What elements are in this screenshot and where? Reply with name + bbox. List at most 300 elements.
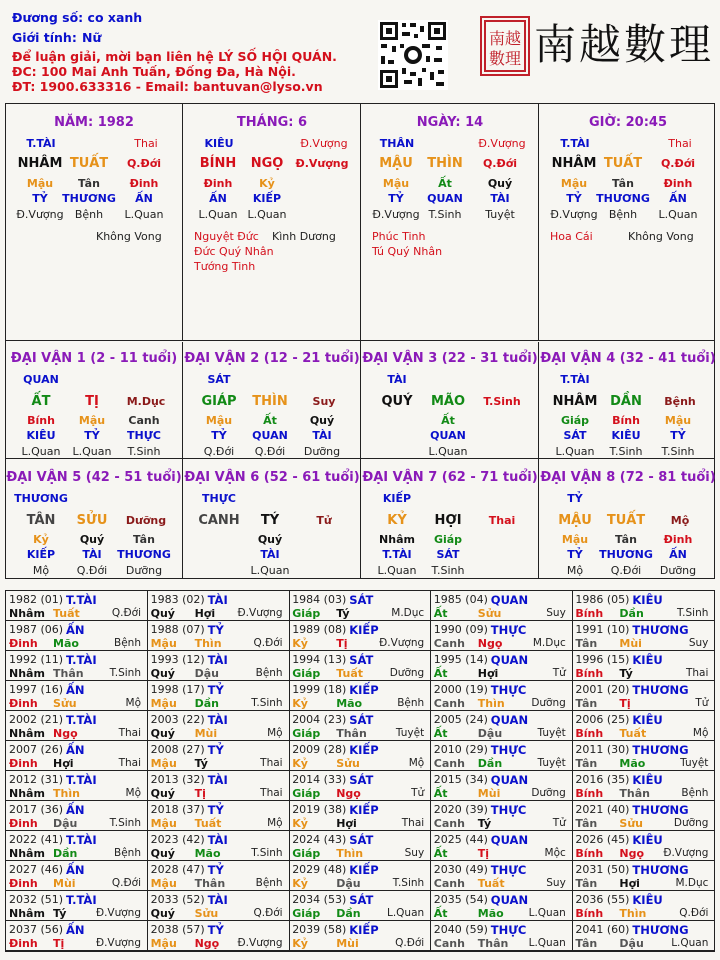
luck-hidden-state: Dưỡng [125,564,163,577]
year-cell [289,891,431,921]
year-label: 2032 (51) [9,893,64,906]
year-god: ẤN [66,803,85,817]
year-cell [148,831,290,861]
year-god: QUAN [490,593,529,607]
luck-hidden-state: L.Quan [250,564,290,577]
year-state: Dưỡng [673,817,709,829]
luck-branch: SỬU [76,513,108,528]
luck-branch: TÝ [260,513,280,528]
year-state: Bệnh [255,877,283,889]
year-stem: Bính [575,847,604,860]
qr-code-icon[interactable] [378,20,448,90]
year-branch: Thìn [194,637,222,650]
year-label: 2030 (49) [433,863,488,876]
year-stem: Nhâm [9,847,45,860]
year-cell [431,861,573,891]
year-branch: Tuất [619,727,647,740]
luck-hidden-stem: Mậu [664,414,692,427]
year-god: THỰC [490,623,527,637]
year-label: 2006 (25) [575,713,630,726]
year-state: Suy [688,637,709,649]
year-label: 2026 (45) [575,833,630,846]
year-state: Mộc [544,847,566,859]
year-state: Suy [546,877,566,889]
year-cell [431,741,573,771]
luck-hidden-stem: Mậu [205,414,233,427]
luck-hidden-state: T.Sinh [127,445,161,458]
year-stem: Quý [150,667,175,680]
year-stem: Kỷ [292,757,308,770]
year-state: Tuyệt [537,757,566,769]
year-branch: Tý [336,607,350,620]
year-cell [289,621,431,651]
year-branch: Mão [53,637,79,650]
year-stem: Tân [575,937,598,950]
year-state: M.Dục [391,607,425,619]
luck-hidden-state: T.Sinh [609,445,643,458]
year-god: TÀI [207,713,228,727]
year-state: Q.Đới [111,877,141,889]
year-state: Tuyệt [537,727,566,739]
hidden-stem: Mậu [26,177,54,190]
year-stem: Giáp [292,787,321,800]
year-stem: Kỷ [292,697,308,710]
year-cell [431,771,573,801]
year-stem: Bính [575,667,604,680]
pillar-branch-state: Q.Đới [126,157,162,170]
year-branch: Thân [477,937,509,950]
year-stem: Kỷ [292,817,308,830]
year-label: 1994 (13) [292,653,347,666]
shen-sha: Phúc Tinh [372,230,426,243]
hidden-god: ẤN [669,192,687,205]
year-branch: Hợi [194,607,216,620]
year-god: TỶ [207,743,224,757]
luck-hidden-stem: Kỷ [33,533,49,546]
year-god: THỰC [490,923,527,937]
luck-hidden-god: ẤN [669,548,687,561]
luck-hidden-state: L.Quan [72,445,112,458]
pillar-top-state: Thai [134,137,158,150]
year-label: 2009 (28) [292,743,347,756]
year-stem: Ất [433,907,448,920]
phone-email[interactable]: ĐT: 1900.633316 - Email: bantuvan@lyso.vn [12,79,323,94]
luck-hidden-state: L.Quan [555,445,595,458]
luck-hidden-god: SÁT [436,548,460,561]
luck-hidden-stem: Bính [27,414,55,427]
year-cell [289,861,431,891]
luck-god: TỶ [567,492,583,505]
year-stem: Giáp [292,727,321,740]
year-god: TÀI [207,653,228,667]
year-cell [148,861,290,891]
year-label: 2024 (43) [292,833,347,846]
year-state: Dưỡng [531,697,566,709]
year-stem: Canh [433,937,465,950]
year-branch: Tý [194,757,208,770]
hidden-god: KIẾP [252,192,282,205]
year-stem: Quý [150,907,175,920]
year-god: THƯƠNG [632,803,689,817]
brand-title: 南越數理 [534,20,715,69]
pillar-title: THÁNG: 6 [236,115,308,130]
hidden-stem: Tân [612,177,634,190]
luck-hidden-stem: Tân [133,533,155,546]
luck-branch: THÌN [252,394,288,409]
year-god: ẤN [66,923,85,937]
year-god: QUAN [490,653,529,667]
contact-note: Để luận giải, mời bạn liên hệ LÝ SỐ HỘI QUÁN. [12,49,337,64]
year-state: T.Sinh [392,877,425,889]
year-god: TÀI [207,593,228,607]
svg-text:數理: 數理 [488,49,522,68]
year-state: Suy [546,607,566,619]
pillar-top-state: Đ.Vượng [300,137,348,150]
hidden-stem: Đinh [663,177,693,190]
year-god: ẤN [66,743,85,757]
year-cell [289,921,431,951]
hidden-god: TỶ [32,192,48,205]
year-state: M.Dục [532,637,566,649]
pillar-branch-state: Q.Đới [482,157,518,170]
year-label: 2022 (41) [9,833,64,846]
year-god: KIẾP [349,683,379,697]
year-stem: Tân [575,637,598,650]
year-state: Tuyệt [680,757,709,769]
luck-hidden-stem: Tân [615,533,637,546]
year-state: Đ.Vượng [663,847,709,859]
year-god: KIẾP [349,623,379,637]
hidden-god: ẤN [135,192,153,205]
year-cell [148,711,290,741]
pillar-top-state: Thai [668,137,692,150]
year-branch: Tuất [336,667,363,680]
year-cell [572,681,714,711]
year-cell [6,621,148,651]
luck-god: KIẾP [382,492,412,505]
year-cell [148,771,290,801]
hidden-stem: Kỷ [259,177,275,190]
year-god: THƯƠNG [632,683,689,697]
year-label: 2037 (56) [9,923,64,936]
year-state: Suy [404,847,425,859]
year-stem: Nhâm [9,667,45,680]
year-label: 1991 (10) [575,623,630,636]
year-branch: Ngọ [619,847,645,860]
luck-hidden-stem: Ất [263,414,277,427]
year-branch: Mão [194,847,221,860]
luck-branch: TỊ [85,394,99,409]
year-stem: Đinh [9,877,38,890]
year-label: 1996 (15) [575,653,630,666]
year-state: T.Sinh [251,697,283,709]
year-label: 2014 (33) [292,773,347,786]
year-branch: Dần [477,757,503,770]
year-god: THỰC [490,743,527,757]
year-branch: Ngọ [194,937,220,950]
year-cell [572,831,714,861]
shen-sha: Tú Quý Nhân [372,245,443,258]
year-stem: Kỷ [292,637,308,650]
shen-sha: Đức Quý Nhân [194,245,274,258]
luck-hidden-god: QUAN [430,429,466,442]
luck-stem: QUÝ [381,394,413,409]
hidden-stem: Mậu [560,177,588,190]
luck-hidden-state: L.Quan [428,445,468,458]
year-label: 2011 (30) [575,743,630,756]
year-cell [6,921,148,951]
year-stem: Ất [433,727,448,740]
year-branch: Dậu [336,877,361,890]
year-god: T.TÀI [66,593,97,607]
year-branch: Mùi [619,637,642,650]
year-stem: Canh [433,877,465,890]
luck-hidden-god: TÀI [312,429,332,442]
year-branch: Thân [53,667,84,680]
year-branch: Tý [53,907,67,920]
year-cell [289,771,431,801]
year-state: Bệnh [255,667,283,679]
year-cell [572,621,714,651]
year-god: ẤN [66,623,85,637]
year-label: 1997 (16) [9,683,64,696]
shen-sha: Nguyệt Đức [194,230,259,243]
year-branch: Mão [477,907,504,920]
pillar-title: GIỜ: 20:45 [589,115,667,130]
year-god: TỶ [207,803,224,817]
year-cell [572,921,714,951]
year-state: Thai [260,757,283,769]
year-cell [148,651,290,681]
year-branch: Hợi [477,667,499,680]
hidden-god: QUAN [427,192,463,205]
year-state: L.Quan [671,937,709,949]
luck-hidden-state: Mộ [566,564,584,577]
luck-hidden-stem: Mậu [78,414,106,427]
year-state: Dưỡng [389,667,425,679]
year-branch: Dần [336,907,361,920]
year-cell [6,861,148,891]
year-stem: Nhâm [9,907,45,920]
luck-hidden-state: Q.Đới [76,564,108,577]
luck-hidden-state: Mộ [32,564,50,577]
year-cell [431,831,573,861]
year-state: Tuyệt [395,727,425,739]
year-branch: Sửu [53,697,77,710]
year-god: KIẾP [349,743,379,757]
luck-hidden-stem: Giáp [433,533,463,546]
luck-hidden-state: Q.Đới [610,564,642,577]
year-state: Đ.Vượng [237,937,283,949]
pillar-stem: NHÂM [17,156,63,171]
year-stem: Nhâm [9,607,45,620]
hidden-state: Bệnh [74,208,104,221]
luck-stem: MẬU [558,513,592,528]
year-label: 1982 (01) [9,593,64,606]
year-god: SÁT [349,593,374,607]
year-label: 1989 (08) [292,623,347,636]
year-branch: Thìn [53,787,80,800]
pillar-stem: BÍNH [199,156,237,171]
year-state: Thai [260,787,283,799]
year-branch: Dần [194,697,219,710]
luck-hidden-god: THỰC [127,429,161,442]
luck-state: Thai [488,514,516,527]
luck-hidden-stem: Canh [128,414,160,427]
year-branch: Tuất [477,877,505,890]
year-stem: Đinh [9,937,38,950]
year-stem: Đinh [9,757,38,770]
pillar-branch-state: Q.Đới [660,157,696,170]
year-cell [148,801,290,831]
luck-hidden-god: SÁT [563,429,587,442]
year-label: 1995 (14) [433,653,488,666]
year-cell [431,711,573,741]
luck-hidden-god: THƯƠNG [599,548,653,561]
year-label: 1987 (06) [9,623,64,636]
luck-title: ĐẠI VẬN 3 (22 - 31 tuổi) [362,351,538,366]
annual-table [5,590,715,952]
year-branch: Sửu [336,757,360,770]
year-branch: Thìn [477,697,505,710]
year-stem: Mậu [150,877,177,890]
year-branch: Mùi [53,877,76,890]
year-label: 2021 (40) [575,803,630,816]
year-branch: Sửu [477,607,502,620]
year-stem: Kỷ [292,937,308,950]
luck-state: M.Dục [126,395,166,408]
year-god: THƯƠNG [632,743,689,757]
year-stem: Giáp [292,667,321,680]
year-god: KIÊU [632,653,663,667]
year-god: KIÊU [632,773,663,787]
luck-hidden-god: THƯƠNG [117,548,171,561]
year-stem: Giáp [292,607,321,620]
year-god: TỶ [207,863,224,877]
year-state: Thai [118,757,141,769]
hidden-stem: Ất [438,177,452,190]
year-stem: Kỷ [292,877,308,890]
year-state: Mộ [408,757,425,769]
year-god: T.TÀI [66,833,97,847]
year-god: T.TÀI [66,893,97,907]
year-state: Tử [411,787,425,799]
year-branch: Thân [336,727,367,740]
year-label: 1985 (04) [433,593,488,606]
hidden-state: L.Quan [124,208,164,221]
year-branch: Tị [194,787,206,800]
year-branch: Dần [53,847,78,860]
luck-hidden-state: T.Sinh [431,564,465,577]
year-cell [289,741,431,771]
year-branch: Thìn [336,847,364,860]
year-branch: Tị [477,847,490,860]
luck-stem: CANH [198,513,240,528]
gender-label: Giới tính: [12,30,77,45]
year-label: 2015 (34) [433,773,488,786]
year-cell [148,681,290,711]
year-god: THƯƠNG [632,623,689,637]
year-cell [6,741,148,771]
year-god: KIẾP [349,923,379,937]
year-label: 2035 (54) [433,893,488,906]
year-cell [431,621,573,651]
year-cell [572,771,714,801]
luck-hidden-god: TỶ [670,429,686,442]
luck-god: QUAN [23,373,59,386]
year-cell [148,591,290,621]
luck-hidden-god: TÀI [260,548,280,561]
luck-state: T.Sinh [483,395,521,408]
year-branch: Dậu [194,667,219,680]
year-stem: Đinh [9,817,38,830]
luck-hidden-stem: Mậu [561,533,589,546]
luck-hidden-god: TÀI [82,548,102,561]
hidden-god: TỶ [566,192,582,205]
year-branch: Thân [194,877,226,890]
year-label: 2000 (19) [433,683,488,696]
seal-stamp [480,16,530,76]
year-stem: Bính [575,607,604,620]
luck-hidden-god: KIÊU [611,429,641,442]
hidden-god: THƯƠNG [62,192,116,205]
luck-hidden-state: L.Quan [377,564,417,577]
year-state: Q.Đới [253,907,283,919]
year-label: 2027 (46) [9,863,64,876]
luck-title: ĐẠI VẬN 8 (72 - 81 tuổi) [540,470,716,485]
year-branch: Tị [53,937,65,950]
year-stem: Nhâm [9,727,45,740]
luck-hidden-state: Q.Đới [203,445,235,458]
luck-stem: ẤT [31,394,51,409]
luck-state: Bệnh [664,395,696,408]
year-branch: Sửu [619,817,643,830]
hidden-state: L.Quan [198,208,238,221]
year-branch: Mão [619,757,646,770]
year-stem: Mậu [150,637,177,650]
year-label: 2029 (48) [292,863,347,876]
shen-sha: Kình Dương [272,230,336,243]
year-god: SÁT [349,713,374,727]
year-cell [289,681,431,711]
pillar-title: NĂM: 1982 [54,115,134,130]
luck-branch: HỢI [434,513,462,528]
luck-hidden-stem: Bính [612,414,640,427]
year-state: Tử [552,667,566,679]
luck-hidden-state: Q.Đới [254,445,286,458]
year-stem: Giáp [292,847,321,860]
year-state: Q.Đới [111,607,141,619]
luck-hidden-god: QUAN [252,429,288,442]
luck-stem: KỶ [387,513,407,528]
year-state: Bệnh [681,787,709,799]
year-stem: Tân [575,877,598,890]
pillar-branch: TUẤT [69,156,109,171]
year-god: TỶ [207,683,224,697]
year-god: TỶ [207,623,224,637]
year-god: KIÊU [632,893,663,907]
year-cell [6,591,148,621]
luck-hidden-state: L.Quan [21,445,61,458]
year-cell [572,651,714,681]
year-cell [289,591,431,621]
year-label: 2004 (23) [292,713,347,726]
year-god: T.TÀI [66,773,97,787]
year-cell [289,831,431,861]
luck-title: ĐẠI VẬN 6 (52 - 61 tuổi) [184,470,360,485]
year-stem: Nhâm [9,787,45,800]
year-label: 1990 (09) [433,623,488,636]
